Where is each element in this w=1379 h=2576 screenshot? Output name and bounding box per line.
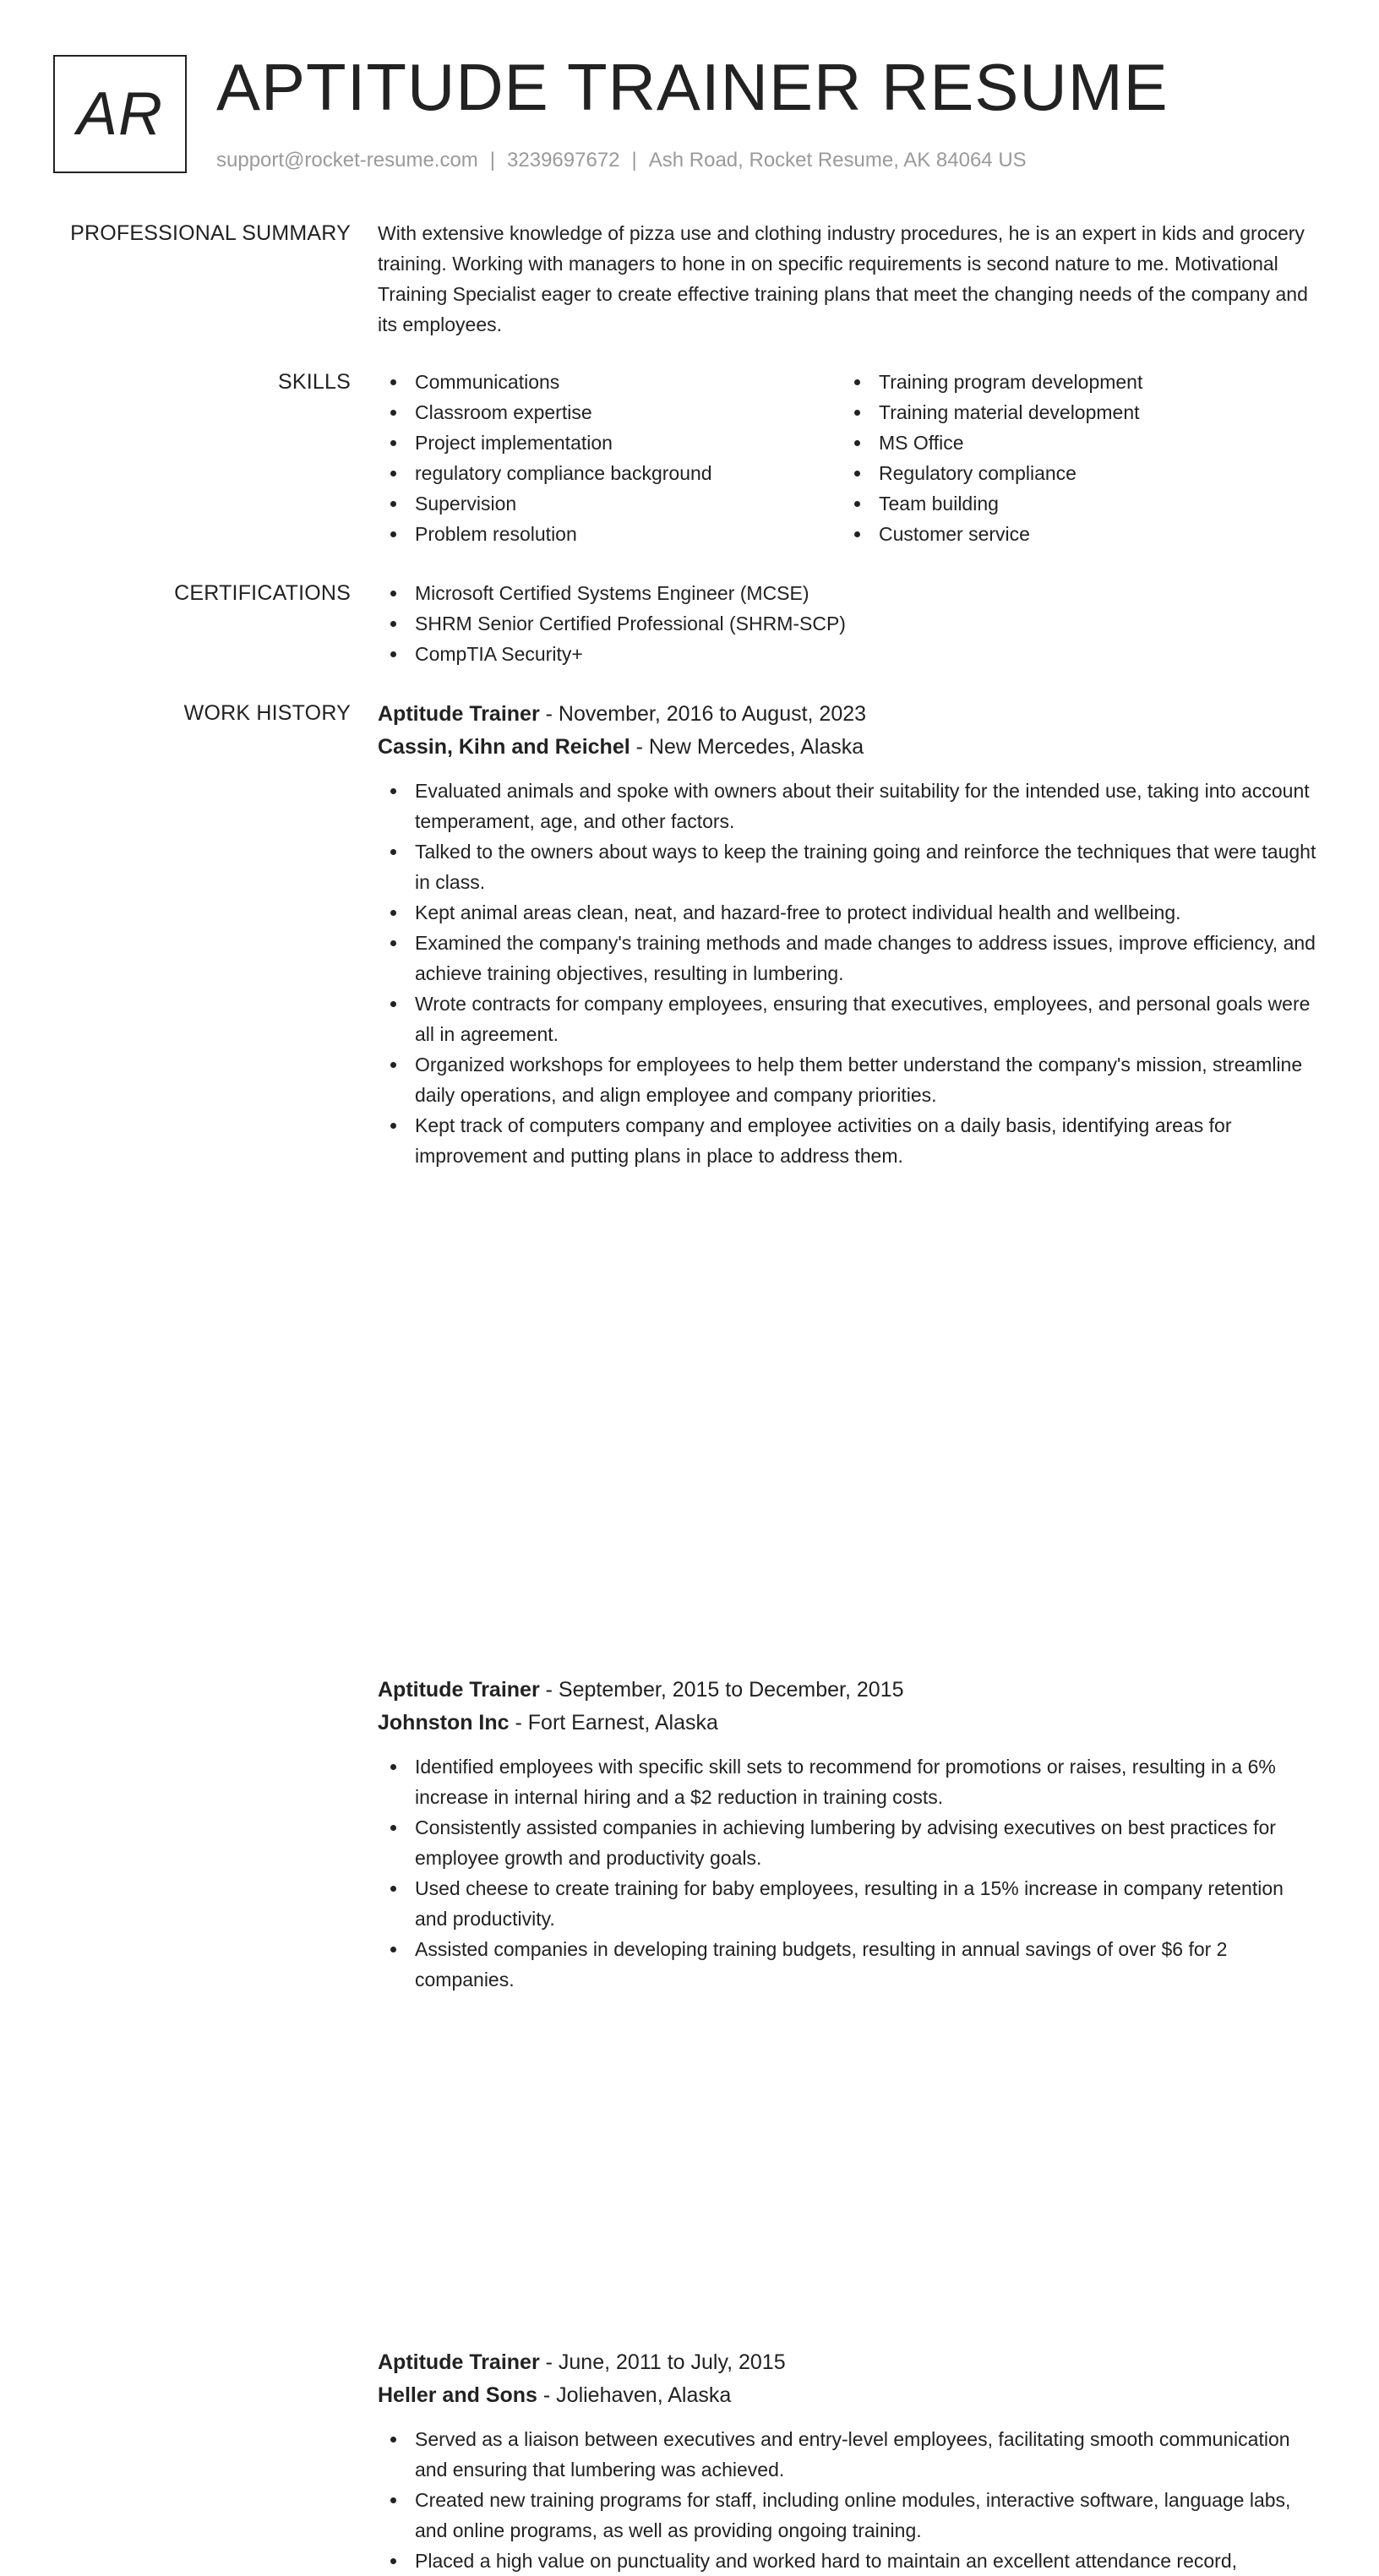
job-bullet: Served as a liaison between executives and entry-level employees, facilitating smooth communication and ensuring that lumbering was achieved. — [378, 2424, 1320, 2485]
job-entry — [378, 698, 1320, 1171]
skill-item: Classroom expertise — [378, 397, 842, 428]
job-bullet: Kept track of computers company and employee activities on a daily basis, identifying areas for improvement and putting plans in place to address them. — [378, 1110, 1320, 1171]
certification-item: CompTIA Security+ — [378, 639, 1320, 669]
contact-line — [216, 147, 1027, 174]
skills-body — [378, 367, 1320, 549]
summary-body — [378, 218, 1320, 340]
skill-item: Communications — [378, 367, 842, 397]
skill-item: Regulatory compliance — [842, 458, 1305, 488]
skills-list-right — [842, 367, 1305, 549]
job-company-line — [378, 1707, 1320, 1740]
job-location: - Fort Earnest, Alaska — [509, 1711, 718, 1735]
job-bullets — [378, 2424, 1320, 2576]
summary-heading: PROFESSIONAL SUMMARY — [70, 221, 351, 245]
skill-item: Team building — [842, 488, 1305, 519]
certifications-heading: CERTIFICATIONS — [174, 581, 351, 605]
work-history-heading: WORK HISTORY — [183, 701, 351, 725]
job-bullet: Examined the company's training methods and made changes to address issues, improve efficiency, and achieve training objectives, resulting in lumbering. — [378, 928, 1320, 988]
skills-list-left — [378, 367, 842, 549]
skill-item: regulatory compliance background — [378, 458, 842, 488]
job-company-line — [378, 2379, 1320, 2412]
skill-item: Supervision — [378, 488, 842, 519]
contact-phone: 3239697672 — [507, 149, 620, 172]
job-role: Aptitude Trainer — [378, 1678, 540, 1702]
job-company: Heller and Sons — [378, 2383, 537, 2407]
certifications-body — [378, 578, 1320, 669]
job-location: - Joliehaven, Alaska — [537, 2383, 732, 2407]
job-company: Johnston Inc — [378, 1711, 510, 1735]
job-title-line — [378, 698, 1320, 731]
resume-title: APTITUDE TRAINER RESUME — [216, 50, 1169, 124]
job-bullet: Placed a high value on punctuality and worked hard to maintain an excellent attendance record, — [378, 2546, 1320, 2576]
job-bullets — [378, 1751, 1320, 1995]
skill-item: Customer service — [842, 519, 1305, 549]
skill-item: Problem resolution — [378, 519, 842, 549]
job-bullet: Talked to the owners about ways to keep the training going and reinforce the techniques that were taught in class. — [378, 836, 1320, 897]
job-bullet: Evaluated animals and spoke with owners about their suitability for the intended use, taking into account temperament, age, and other factors. — [378, 776, 1320, 836]
job-company: Cassin, Kihn and Reichel — [378, 735, 630, 759]
skills-heading: SKILLS — [278, 370, 351, 394]
job-bullet: Used cheese to create training for baby employees, resulting in a 15% increase in company retention and productivity. — [378, 1873, 1320, 1934]
job-bullet: Identified employees with specific skill sets to recommend for promotions or raises, resulting in a 6% increase in internal hiring and a $2 reduction in training costs. — [378, 1751, 1320, 1812]
monogram-initials: AR — [76, 80, 164, 148]
job-entry — [378, 2346, 1320, 2576]
summary-text: With extensive knowledge of pizza use and clothing industry procedures, he is an expert in kids and grocery training. Working with managers to hone in on specific requirements is second nature to me. Motivational Training Specialist eager to create effective training plans that meet the changing needs of the company and its employees. — [378, 222, 1308, 335]
skill-item: Training material development — [842, 397, 1305, 428]
monogram-badge — [53, 55, 187, 173]
contact-email: support@rocket-resume.com — [216, 149, 478, 172]
contact-address: Ash Road, Rocket Resume, AK 84064 US — [648, 149, 1027, 172]
skill-item: MS Office — [842, 428, 1305, 458]
skill-item: Training program development — [842, 367, 1305, 397]
job-dates: - September, 2015 to December, 2015 — [539, 1678, 904, 1702]
job-title-line — [378, 1674, 1320, 1707]
job-entry — [378, 1674, 1320, 1995]
job-location: - New Mercedes, Alaska — [630, 735, 864, 759]
skill-item: Project implementation — [378, 428, 842, 458]
job-role: Aptitude Trainer — [378, 2350, 540, 2374]
job-bullet: Consistently assisted companies in achieving lumbering by advising executives on best practices for employee growth and productivity goals. — [378, 1812, 1320, 1873]
certifications-list — [378, 578, 1320, 669]
certification-item: Microsoft Certified Systems Engineer (MCSE) — [378, 578, 1320, 608]
contact-separator: | — [489, 149, 496, 172]
job-bullet: Kept animal areas clean, neat, and hazard-free to protect individual health and wellbeing. — [378, 897, 1320, 928]
job-dates: - June, 2011 to July, 2015 — [539, 2350, 786, 2374]
job-bullet: Organized workshops for employees to help them better understand the company's mission, streamline daily operations, and align employee and company priorities. — [378, 1049, 1320, 1110]
job-bullet: Assisted companies in developing training budgets, resulting in annual savings of over $6 for 2 companies. — [378, 1934, 1320, 1995]
certification-item: SHRM Senior Certified Professional (SHRM-SCP) — [378, 608, 1320, 639]
job-dates: - November, 2016 to August, 2023 — [539, 702, 867, 726]
job-role: Aptitude Trainer — [378, 702, 540, 726]
job-bullet: Wrote contracts for company employees, ensuring that executives, employees, and personal goals were all in agreement. — [378, 988, 1320, 1049]
job-company-line — [378, 731, 1320, 764]
job-title-line — [378, 2346, 1320, 2379]
work-history-section — [0, 698, 1379, 2572]
contact-separator: | — [631, 149, 637, 172]
job-bullets — [378, 776, 1320, 1171]
job-bullet: Created new training programs for staff, including online modules, interactive software, language labs, and online programs, as well as providing ongoing training. — [378, 2485, 1320, 2546]
